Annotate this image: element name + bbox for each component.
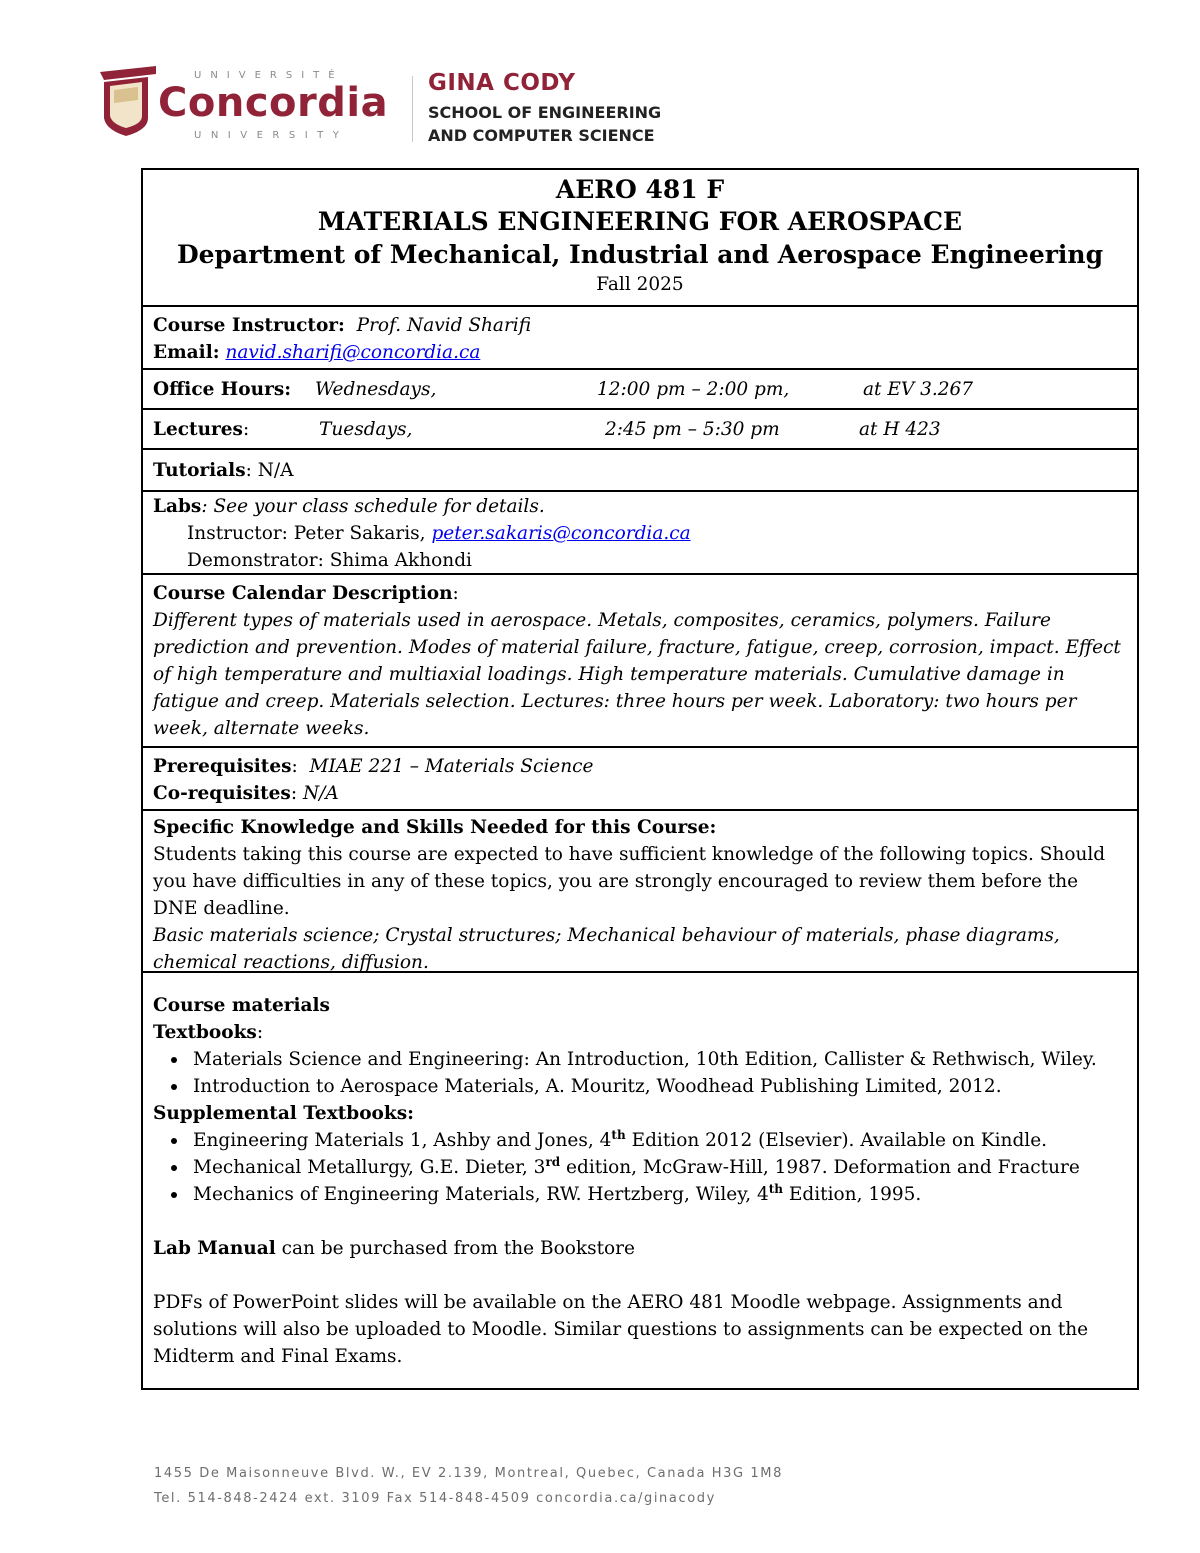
calendar-sep: : bbox=[452, 583, 459, 604]
office-hours-location: at EV 3.267 bbox=[863, 379, 974, 400]
pdf-line-1: PDFs of PowerPoint slides will be available on the AERO 481 Moodle webpage. Assignments and bbox=[153, 1292, 1063, 1313]
footer-contact: Tel. 514-848-2424 ext. 3109 Fax 514-848-4509 concordia.ca/ginacody bbox=[154, 1491, 716, 1506]
prerequisites-section: Prerequisites: MIAE 221 – Materials Science Co-requisites: N/A bbox=[143, 748, 1137, 811]
lectures-sep: : bbox=[242, 419, 250, 440]
labs-value: : See your class schedule for details. bbox=[201, 496, 545, 517]
superscript: rd bbox=[545, 1155, 561, 1169]
superscript: th bbox=[611, 1128, 626, 1142]
calendar-line-2: prediction and prevention. Modes of material failure, fracture, fatigue, creep, corrosion, impact. Effect bbox=[153, 637, 1121, 658]
knowledge-topics-2: chemical reactions, diffusion. bbox=[153, 952, 429, 973]
supplemental-label: Supplemental Textbooks: bbox=[153, 1103, 414, 1124]
supplemental-text: Edition 2012 (Elsevier). Available on Kindle. bbox=[625, 1130, 1048, 1151]
office-hours-section bbox=[143, 370, 1137, 410]
email-label: Email: bbox=[153, 342, 220, 363]
page-header bbox=[96, 60, 736, 155]
instructor-label: Course Instructor: bbox=[153, 315, 345, 336]
logo-universite-text: UNIVERSITÉ bbox=[194, 70, 344, 81]
school-line-2: AND COMPUTER SCIENCE bbox=[428, 126, 655, 145]
footer-address: 1455 De Maisonneuve Blvd. W., EV 2.139, Montreal, Quebec, Canada H3G 1M8 bbox=[154, 1466, 783, 1481]
calendar-line-5: week, alternate weeks. bbox=[153, 718, 370, 739]
lab-manual-text: can be purchased from the Bookstore bbox=[275, 1238, 635, 1259]
coreq-value: N/A bbox=[302, 783, 339, 804]
supplemental-item bbox=[193, 1181, 1129, 1208]
tutorials-value: : N/A bbox=[245, 460, 294, 481]
calendar-line-3: of high temperature and multiaxial loadings. High temperature materials. Cumulative damage in bbox=[153, 664, 1065, 685]
title-section bbox=[143, 170, 1137, 307]
materials-heading: Course materials bbox=[153, 995, 330, 1016]
knowledge-topics-1: Basic materials science; Crystal structures; Mechanical behaviour of materials, phase diagrams, bbox=[153, 925, 1060, 946]
supplemental-item bbox=[193, 1127, 1129, 1154]
office-hours-time: 12:00 pm – 2:00 pm, bbox=[597, 379, 790, 400]
term: Fall 2025 bbox=[596, 274, 684, 295]
calendar-description-section bbox=[143, 575, 1137, 748]
school-line-1: SCHOOL OF ENGINEERING bbox=[428, 103, 662, 122]
textbooks-list bbox=[153, 1046, 1129, 1100]
supplemental-item bbox=[193, 1154, 1129, 1181]
course-name: MATERIALS ENGINEERING FOR AEROSPACE bbox=[317, 207, 963, 236]
prereq-value: MIAE 221 – Materials Science bbox=[309, 756, 594, 777]
supplemental-text: Mechanical Metallurgy, G.E. Dieter, 3 bbox=[193, 1157, 546, 1178]
knowledge-line-3: DNE deadline. bbox=[153, 898, 290, 919]
office-hours-day: Wednesdays, bbox=[315, 379, 437, 400]
supplemental-text: edition, McGraw-Hill, 1987. Deformation and Fracture bbox=[560, 1157, 1080, 1178]
textbooks-label: Textbooks bbox=[153, 1022, 257, 1043]
instructor-email-link[interactable]: navid.sharifi@concordia.ca bbox=[225, 342, 481, 363]
supplemental-list bbox=[153, 1127, 1129, 1208]
textbook-item: Materials Science and Engineering: An Introduction, 10th Edition, Callister & Rethwisch, Wiley. bbox=[193, 1046, 1129, 1073]
prereq-label: Prerequisites bbox=[153, 756, 292, 777]
lectures-day: Tuesdays, bbox=[319, 419, 413, 440]
superscript: th bbox=[768, 1182, 784, 1196]
office-hours-label: Office Hours: bbox=[153, 379, 292, 400]
knowledge-section bbox=[143, 811, 1137, 973]
supplemental-text: Engineering Materials 1, Ashby and Jones, 4 bbox=[193, 1130, 612, 1151]
lectures-section bbox=[143, 410, 1137, 450]
textbook-item: Introduction to Aerospace Materials, A. Mouritz, Woodhead Publishing Limited, 2012. bbox=[193, 1073, 1129, 1100]
tutorials-section bbox=[143, 450, 1137, 492]
pdf-line-3: Midterm and Final Exams. bbox=[153, 1346, 403, 1367]
labs-label: Labs bbox=[153, 496, 202, 517]
lectures-location: at H 423 bbox=[859, 419, 941, 440]
knowledge-line-2: you have difficulties in any of these topics, you are strongly encouraged to review them before the bbox=[153, 871, 1079, 892]
lab-demonstrator: Demonstrator: Shima Akhondi bbox=[187, 550, 472, 571]
calendar-line-4: fatigue and creep. Materials selection. Lectures: three hours per week. Laboratory: two hours per bbox=[153, 691, 1077, 712]
header-divider bbox=[412, 76, 413, 142]
lectures-time: 2:45 pm – 5:30 pm bbox=[605, 419, 780, 440]
pdf-line-2: solutions will also be uploaded to Moodle. Similar questions to assignments can be expected on the bbox=[153, 1319, 1089, 1340]
logo-university-text: UNIVERSITY bbox=[194, 130, 349, 141]
lab-instructor-email-link[interactable]: peter.sakaris@concordia.ca bbox=[431, 523, 691, 544]
supplemental-text: Mechanics of Engineering Materials, RW. Hertzberg, Wiley, 4 bbox=[193, 1184, 769, 1205]
knowledge-heading: Specific Knowledge and Skills Needed for this Course: bbox=[153, 817, 717, 838]
lab-manual-label: Lab Manual bbox=[153, 1238, 276, 1259]
instructor-section bbox=[143, 307, 1137, 370]
course-outline-table bbox=[141, 168, 1139, 1390]
lectures-label: Lectures bbox=[153, 419, 243, 440]
lab-instructor-text: Instructor: Peter Sakaris, bbox=[187, 523, 432, 544]
logo-wordmark: Concordia bbox=[158, 80, 389, 126]
school-name: GINA CODY bbox=[428, 70, 576, 96]
calendar-label: Course Calendar Description bbox=[153, 583, 453, 604]
supplemental-text: Edition, 1995. bbox=[783, 1184, 922, 1205]
course-code: AERO 481 F bbox=[555, 175, 725, 204]
coreq-label: Co-requisites bbox=[153, 783, 291, 804]
department-name: Department of Mechanical, Industrial and Aerospace Engineering bbox=[176, 240, 1104, 269]
labs-section bbox=[143, 492, 1137, 575]
tutorials-label: Tutorials bbox=[153, 460, 246, 481]
concordia-crest-icon bbox=[96, 60, 166, 140]
calendar-line-1: Different types of materials used in aerospace. Metals, composites, ceramics, polymers. Failure bbox=[153, 610, 1051, 631]
course-materials-section: Course materials Textbooks: Materials Science and Engineering: An Introduction, 10th Edition, Callister & Rethwisch, Wiley. Introduction to Aerospace Materials, A. Mouritz, Woodhead Publishing Limited, 2012. Supplemental Textbooks: Engineering Materials 1, Ashby and Jones, 4th Edition 2012 (Elsevier). Available on Kindle. Mechanical Metallurgy, G.E. Dieter, 3rd edition, McGraw-Hill, 1987. Deformation and Fracture Mechanics of Engineering Materials, RW. Hertzberg, Wiley, 4th Edition, 1995. Lab Manual can be purchased from the Bookstore PDFs of PowerPoint slides will be available on the AERO 481 Moodle webpage. Assignments and solutions will also be uploaded to Moodle. Similar questions to assignments can be expected on the Midterm and Final Exams. bbox=[143, 973, 1137, 1388]
knowledge-line-1: Students taking this course are expected to have sufficient knowledge of the following topics. Should bbox=[153, 844, 1106, 865]
instructor-name: Prof. Navid Sharifi bbox=[356, 315, 532, 336]
